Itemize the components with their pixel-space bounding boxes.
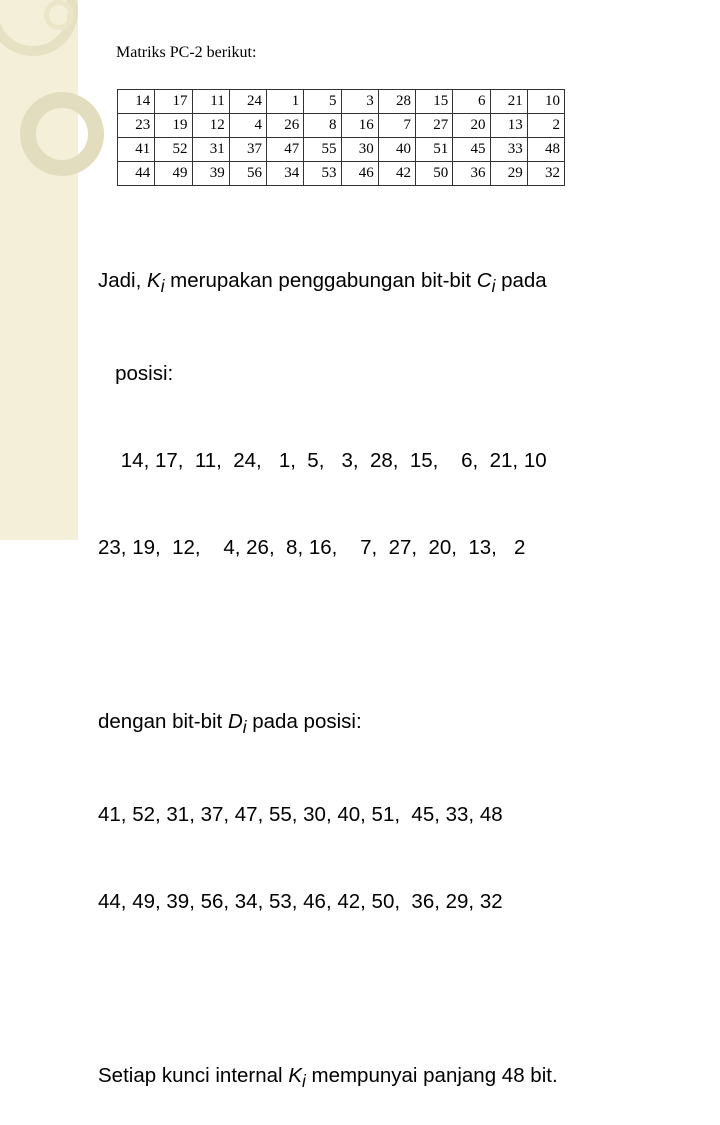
pc2-cell: 47	[267, 138, 304, 162]
pc2-cell: 10	[527, 90, 564, 114]
paragraph-key-length: Setiap kunci internal $K_i$ mempunyai panjang 48 bit.	[98, 1064, 558, 1092]
pc2-cell: 28	[378, 90, 415, 114]
pc2-cell: 4	[229, 114, 266, 138]
paragraph-ki-line2: posisi:	[98, 362, 174, 386]
pc2-row	[118, 114, 565, 138]
positions-d-row1: 41, 52, 31, 37, 47, 55, 30, 40, 51, 45, 33, 48	[98, 803, 503, 827]
pc2-cell: 6	[453, 90, 490, 114]
positions-c-row2: 23, 19, 12, 4, 26, 8, 16, 7, 27, 20, 13, 2	[98, 536, 526, 560]
pc2-cell: 19	[155, 114, 192, 138]
pc2-matrix-table	[117, 89, 565, 186]
pc2-cell: 21	[490, 90, 527, 114]
pc2-cell: 23	[118, 114, 155, 138]
pc2-cell: 45	[453, 138, 490, 162]
pc2-cell: 31	[192, 138, 229, 162]
pc2-cell: 49	[155, 162, 192, 186]
decorative-ring-large-icon	[20, 92, 104, 176]
pc2-cell: 41	[118, 138, 155, 162]
pc2-cell: 44	[118, 162, 155, 186]
pc2-cell: 11	[192, 90, 229, 114]
pc2-cell: 2	[527, 114, 564, 138]
pc2-cell: 34	[267, 162, 304, 186]
pc2-cell: 16	[341, 114, 378, 138]
paragraph-ki-line1: Jadi, $K_i$ merupakan penggabungan bit-bit $C_i$ pada	[98, 269, 547, 297]
pc2-cell: 37	[229, 138, 266, 162]
pc2-cell: 56	[229, 162, 266, 186]
pc2-cell: 52	[155, 138, 192, 162]
pc2-row	[118, 138, 565, 162]
pc2-cell: 40	[378, 138, 415, 162]
pc2-cell: 26	[267, 114, 304, 138]
decorative-ring-small-icon	[44, 0, 74, 30]
positions-c-row1: 14, 17, 11, 24, 1, 5, 3, 28, 15, 6, 21, 10	[98, 449, 547, 473]
pc2-cell: 32	[527, 162, 564, 186]
pc2-cell: 1	[267, 90, 304, 114]
pc2-cell: 27	[416, 114, 453, 138]
pc2-cell: 48	[527, 138, 564, 162]
pc2-cell: 55	[304, 138, 341, 162]
pc2-cell: 36	[453, 162, 490, 186]
pc2-cell: 13	[490, 114, 527, 138]
pc2-cell: 3	[341, 90, 378, 114]
pc2-cell: 50	[416, 162, 453, 186]
slide-body-text	[98, 208, 558, 1125]
pc2-cell: 33	[490, 138, 527, 162]
pc2-cell: 53	[304, 162, 341, 186]
pc2-cell: 14	[118, 90, 155, 114]
pc2-row	[118, 162, 565, 186]
pc2-cell: 29	[490, 162, 527, 186]
decorative-side-panel	[0, 0, 78, 540]
pc2-cell: 39	[192, 162, 229, 186]
pc2-cell: 51	[416, 138, 453, 162]
pc2-row	[118, 90, 565, 114]
pc2-cell: 17	[155, 90, 192, 114]
pc2-cell: 7	[378, 114, 415, 138]
pc2-cell: 42	[378, 162, 415, 186]
pc2-cell: 15	[416, 90, 453, 114]
matrix-caption: Matriks PC-2 berikut:	[116, 44, 257, 61]
pc2-cell: 24	[229, 90, 266, 114]
positions-d-row2: 44, 49, 39, 56, 34, 53, 46, 42, 50, 36, 29, 32	[98, 890, 503, 914]
pc2-cell: 20	[453, 114, 490, 138]
pc2-cell: 30	[341, 138, 378, 162]
pc2-cell: 12	[192, 114, 229, 138]
pc2-cell: 5	[304, 90, 341, 114]
paragraph-di-line1: dengan bit-bit $D_i$ pada posisi:	[98, 710, 362, 738]
pc2-cell: 46	[341, 162, 378, 186]
pc2-cell: 8	[304, 114, 341, 138]
